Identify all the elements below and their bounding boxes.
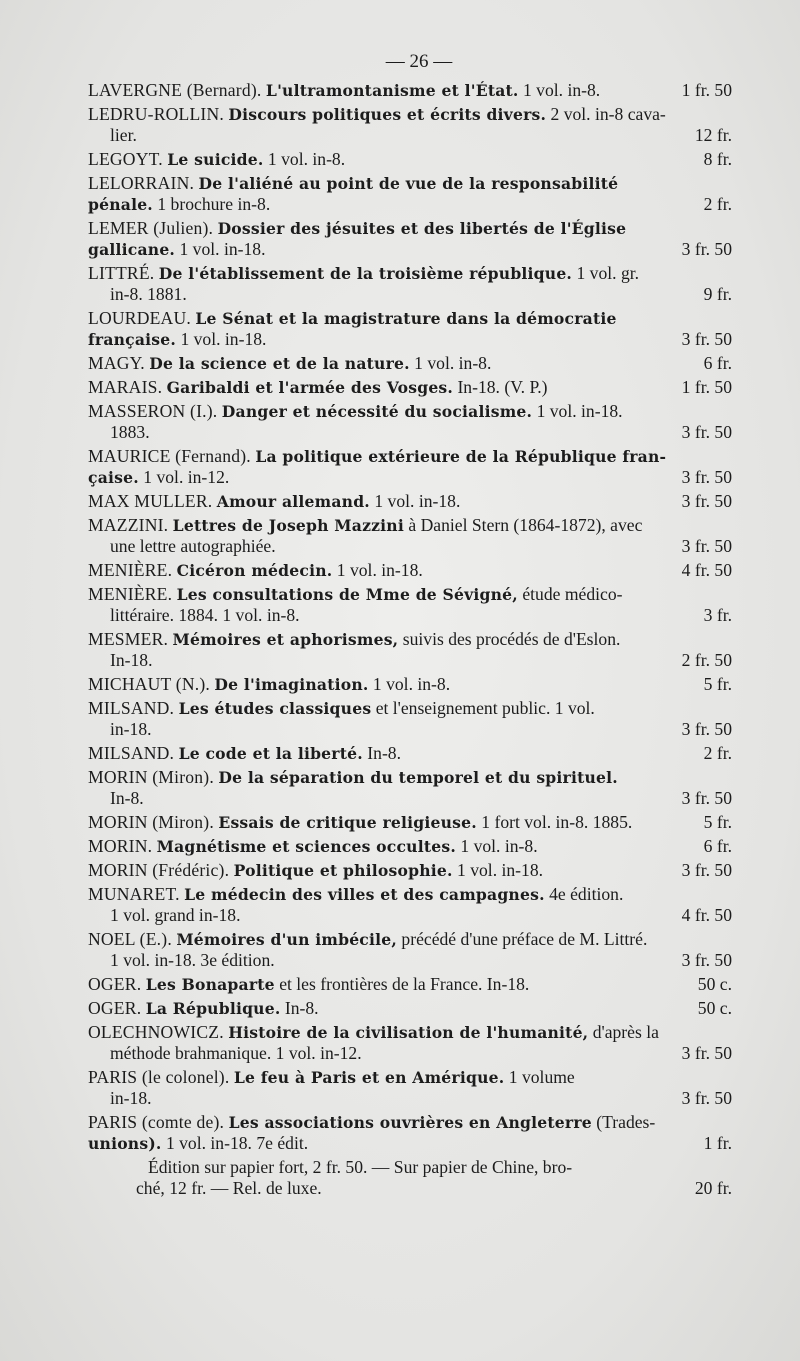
entry-detail: suivis des procédés de d'Eslon. (402, 629, 621, 649)
catalog-entry (88, 80, 732, 101)
entry-title: Cicéron médecin. (176, 561, 333, 580)
entry-line2 (88, 950, 732, 971)
entry-line1 (88, 446, 732, 467)
entry-detail: 4e édition. (549, 884, 624, 904)
catalog-entry (88, 974, 732, 995)
entry-line1 (88, 377, 732, 398)
entry-price: 50 c. (697, 998, 732, 1018)
catalog-entry (88, 860, 732, 881)
entry-line1 (88, 401, 732, 422)
entry-author: MAGY. (88, 353, 145, 373)
catalog-entry (88, 836, 732, 857)
entry-title: Amour allemand. (216, 492, 370, 511)
entry-detail-continued: une lettre autographiée. (110, 536, 276, 556)
entry-author: NOEL (E.). (88, 929, 172, 949)
entry-title-continued: unions). (88, 1134, 162, 1153)
edition-note (88, 1157, 732, 1199)
entry-line2 (88, 1043, 732, 1064)
entry-detail: 1 vol. in-18. (536, 401, 623, 421)
entry-title-continued: française. (88, 330, 177, 349)
entry-line1 (88, 1067, 732, 1088)
entry-line1 (88, 584, 732, 605)
entry-title: Le suicide. (167, 150, 264, 169)
entry-author: MARAIS. (88, 377, 163, 397)
catalog-entry (88, 698, 732, 740)
entry-price: 3 fr. (703, 605, 732, 625)
entry-line2 (88, 1088, 732, 1109)
entry-title: De la science et de la nature. (149, 354, 410, 373)
entry-detail: 1 vol. in-18. (336, 560, 423, 580)
entry-price: 2 fr. 50 (681, 650, 732, 670)
catalog-entry (88, 584, 732, 626)
entry-detail: à Daniel Stern (1864-1872), avec (408, 515, 643, 535)
entry-price: 3 fr. 50 (681, 239, 732, 259)
entry-price: 1 fr. (703, 1133, 732, 1153)
entry-price: 12 fr. (694, 125, 732, 145)
entry-price: 50 c. (697, 974, 732, 994)
entry-detail: (Trades- (596, 1112, 656, 1132)
entry-title-continued: pénale. (88, 195, 153, 214)
catalog-entry (88, 998, 732, 1019)
entry-author: MORIN (Frédéric). (88, 860, 230, 880)
entry-author: OGER. (88, 998, 142, 1018)
entry-price: 3 fr. 50 (681, 536, 732, 556)
entry-line1 (88, 263, 732, 284)
entry-price: 5 fr. (703, 674, 732, 694)
entry-title: Discours politiques et écrits divers. (228, 105, 547, 124)
entry-title: Garibaldi et l'armée des Vosges. (166, 378, 454, 397)
entry-detail-continued: 1 vol. grand in-18. (110, 905, 241, 925)
entry-author: MESMER. (88, 629, 169, 649)
entry-price: 3 fr. 50 (681, 719, 732, 739)
catalog-entry (88, 446, 732, 488)
entry-line2 (88, 329, 732, 350)
edition-note-line2: ché, 12 fr. — Rel. de luxe. (136, 1178, 322, 1198)
entry-detail: 2 vol. in-8 cava- (550, 104, 666, 124)
catalog-entry (88, 1067, 732, 1109)
entry-title-continued: çaise. (88, 468, 139, 487)
entry-price: 8 fr. (703, 149, 732, 169)
entry-author: LAVERGNE (Bernard). (88, 80, 262, 100)
entry-detail-continued: in-8. 1881. (110, 284, 187, 304)
catalog-entry (88, 1022, 732, 1064)
entry-author: MAURICE (Fernand). (88, 446, 251, 466)
entry-title: De l'imagination. (214, 675, 369, 694)
entry-detail-continued: méthode brahmanique. 1 vol. in-12. (110, 1043, 362, 1063)
entry-author: OLECHNOWICZ. (88, 1022, 224, 1042)
entry-line1 (88, 353, 732, 374)
entry-author: LOURDEAU. (88, 308, 191, 328)
entry-detail-continued: littéraire. 1884. 1 vol. in-8. (110, 605, 300, 625)
catalog-entry (88, 884, 732, 926)
entry-line1 (88, 929, 732, 950)
entry-title: De l'aliéné au point de vue de la responsabilité (198, 174, 619, 193)
entry-line2 (88, 788, 732, 809)
entry-line1 (88, 80, 732, 101)
entry-detail-continued: 1 vol. in-18. 7e édit. (165, 1133, 309, 1153)
catalog-entry (88, 743, 732, 764)
entry-line1 (88, 173, 732, 194)
entry-line2 (88, 1133, 732, 1154)
catalog-entry (88, 812, 732, 833)
entry-detail-continued: 1883. (110, 422, 150, 442)
entry-line2 (88, 605, 732, 626)
entry-author: LEGOYT. (88, 149, 163, 169)
entry-price: 3 fr. 50 (681, 788, 732, 808)
entry-title: Les consultations de Mme de Sévigné, (176, 585, 518, 604)
entry-author: MORIN (Miron). (88, 767, 214, 787)
entry-author: MORIN (Miron). (88, 812, 214, 832)
entry-price: 3 fr. 50 (681, 467, 732, 487)
entry-line1 (88, 836, 732, 857)
entry-detail-continued: 1 vol. in-18. (180, 329, 267, 349)
entry-line1 (88, 974, 732, 995)
entry-detail: et l'enseignement public. 1 vol. (375, 698, 595, 718)
entry-author: PARIS (comte de). (88, 1112, 225, 1132)
edition-note-line1: Édition sur papier fort, 2 fr. 50. — Sur papier de Chine, bro- (148, 1157, 573, 1177)
entry-price: 6 fr. (703, 836, 732, 856)
entry-author: OGER. (88, 974, 142, 994)
entry-author: MILSAND. (88, 698, 175, 718)
entry-line1 (88, 884, 732, 905)
entry-price: 3 fr. 50 (681, 950, 732, 970)
entry-detail-continued: 1 vol. in-12. (143, 467, 230, 487)
entry-detail: 1 vol. gr. (576, 263, 640, 283)
entry-detail: 1 fort vol. in-8. 1885. (481, 812, 633, 832)
catalog-entry (88, 1112, 732, 1154)
entry-line1 (88, 860, 732, 881)
entry-line1 (88, 491, 732, 512)
entry-line1 (88, 998, 732, 1019)
entry-author: MAX MULLER. (88, 491, 213, 511)
catalog-entry (88, 491, 732, 512)
entry-line1 (88, 629, 732, 650)
entry-line1 (88, 1112, 732, 1133)
entry-detail: 1 vol. in-8. (372, 674, 451, 694)
catalog-entry (88, 104, 732, 146)
entry-price: 3 fr. 50 (681, 1043, 732, 1063)
entry-title: La politique extérieure de la République fran- (255, 447, 667, 466)
entry-title: Politique et philosophie. (233, 861, 453, 880)
entry-line1 (88, 1022, 732, 1043)
entry-title: Lettres de Joseph Mazzini (172, 516, 404, 535)
entry-title: Mémoires d'un imbécile, (176, 930, 398, 949)
entry-detail-continued: 1 vol. in-18. (179, 239, 266, 259)
entry-title: Le feu à Paris et en Amérique. (233, 1068, 505, 1087)
entry-line1 (88, 743, 732, 764)
entry-title: Les associations ouvrières en Angleterre (228, 1113, 592, 1132)
catalog-entry (88, 515, 732, 557)
entry-detail: 1 volume (508, 1067, 575, 1087)
entry-line2 (88, 125, 732, 146)
entry-detail: étude médico- (522, 584, 623, 604)
entry-author: MAZZINI. (88, 515, 169, 535)
entry-title: L'ultramontanisme et l'État. (265, 81, 519, 100)
entry-line2 (88, 422, 732, 443)
entry-price: 3 fr. 50 (681, 1088, 732, 1108)
entry-detail-continued: In-8. (110, 788, 144, 808)
entry-title: Histoire de la civilisation de l'humanité, (228, 1023, 589, 1042)
catalog-entries (88, 80, 732, 1154)
entry-detail-continued: In-18. (110, 650, 153, 670)
catalog-entry (88, 173, 732, 215)
entry-detail: 1 vol. in-18. (374, 491, 461, 511)
entry-line2 (88, 467, 732, 488)
entry-price: 3 fr. 50 (681, 491, 732, 511)
entry-author: LEDRU-ROLLIN. (88, 104, 224, 124)
entry-author: MENIÈRE. (88, 584, 173, 604)
entry-title: Le Sénat et la magistrature dans la démocratie (195, 309, 617, 328)
entry-detail-continued: in-18. (110, 719, 152, 739)
catalog-entry (88, 377, 732, 398)
entry-author: MILSAND. (88, 743, 175, 763)
entry-title: Mémoires et aphorismes, (172, 630, 399, 649)
entry-price: 5 fr. (703, 812, 732, 832)
entry-detail-continued: 1 brochure in-8. (157, 194, 271, 214)
catalog-entry (88, 308, 732, 350)
entry-author: LELORRAIN. (88, 173, 195, 193)
entry-detail: et les frontières de la France. In-18. (279, 974, 530, 994)
entry-detail: 1 vol. in-8. (460, 836, 538, 856)
entry-author: MASSERON (I.). (88, 401, 218, 421)
catalog-entry (88, 674, 732, 695)
entry-line1 (88, 218, 732, 239)
entry-title: Le code et la liberté. (178, 744, 363, 763)
entry-line2 (88, 650, 732, 671)
entry-price: 3 fr. 50 (681, 329, 732, 349)
entry-title: La République. (145, 999, 281, 1018)
entry-author: MUNARET. (88, 884, 180, 904)
catalog-entry (88, 263, 732, 305)
entry-title: De la séparation du temporel et du spirituel. (218, 768, 618, 787)
entry-line2 (88, 536, 732, 557)
edition-note-price: 20 fr. (694, 1178, 732, 1198)
catalog-entry (88, 353, 732, 374)
entry-line2 (88, 239, 732, 260)
entry-title-continued: gallicane. (88, 240, 176, 259)
entry-title: Magnétisme et sciences occultes. (156, 837, 456, 856)
entry-title: De l'établissement de la troisième république. (158, 264, 573, 283)
entry-detail: d'après la (592, 1022, 659, 1042)
entry-detail-continued: lier. (110, 125, 137, 145)
entry-line2 (88, 905, 732, 926)
entry-title: Les Bonaparte (145, 975, 275, 994)
entry-author: MORIN. (88, 836, 153, 856)
entry-line1 (88, 308, 732, 329)
entry-title: Les études classiques (178, 699, 372, 718)
entry-price: 2 fr. (703, 194, 732, 214)
entry-line1 (88, 812, 732, 833)
entry-author: MICHAUT (N.). (88, 674, 211, 694)
entry-detail: In-8. (284, 998, 319, 1018)
entry-title: Essais de critique religieuse. (218, 813, 477, 832)
entry-author: MENIÈRE. (88, 560, 173, 580)
catalog-entry (88, 929, 732, 971)
entry-price: 3 fr. 50 (681, 422, 732, 442)
entry-price: 4 fr. 50 (681, 560, 732, 580)
entry-detail: précédé d'une préface de M. Littré. (401, 929, 648, 949)
entry-price: 3 fr. 50 (681, 860, 732, 880)
entry-line1 (88, 104, 732, 125)
catalog-entry (88, 767, 732, 809)
entry-detail: 1 vol. in-8. (522, 80, 601, 100)
entry-line1 (88, 149, 732, 170)
entry-line1 (88, 767, 732, 788)
catalog-entry (88, 401, 732, 443)
entry-title: Le médecin des villes et des campagnes. (184, 885, 545, 904)
entry-price: 4 fr. 50 (681, 905, 732, 925)
entry-price: 9 fr. (703, 284, 732, 304)
entry-author: PARIS (le colonel). (88, 1067, 230, 1087)
entry-line2 (88, 194, 732, 215)
entry-detail-continued: in-18. (110, 1088, 152, 1108)
entry-line1 (88, 515, 732, 536)
entry-line1 (88, 560, 732, 581)
catalog-entry (88, 218, 732, 260)
entry-detail: 1 vol. in-18. (457, 860, 544, 880)
entry-line2 (88, 719, 732, 740)
entry-price: 2 fr. (703, 743, 732, 763)
entry-title: Danger et nécessité du socialisme. (221, 402, 533, 421)
entry-detail: In-18. (V. P.) (457, 377, 548, 397)
entry-line2 (88, 284, 732, 305)
entry-detail-continued: 1 vol. in-18. 3e édition. (110, 950, 275, 970)
entry-price: 1 fr. 50 (681, 377, 732, 397)
entry-price: 6 fr. (703, 353, 732, 373)
entry-author: LITTRÉ. (88, 263, 155, 283)
entry-detail: In-8. (367, 743, 402, 763)
entry-author: LEMER (Julien). (88, 218, 214, 238)
catalog-entry (88, 560, 732, 581)
entry-detail: 1 vol. in-8. (414, 353, 492, 373)
catalog-entry (88, 149, 732, 170)
catalog-entry (88, 629, 732, 671)
entry-line1 (88, 698, 732, 719)
entry-title: Dossier des jésuites et des libertés de l'Église (217, 219, 627, 238)
entry-price: 1 fr. 50 (681, 80, 732, 100)
entry-detail: 1 vol. in-8. (267, 149, 346, 169)
page-number: — 26 — (385, 51, 453, 72)
entry-line1 (88, 674, 732, 695)
